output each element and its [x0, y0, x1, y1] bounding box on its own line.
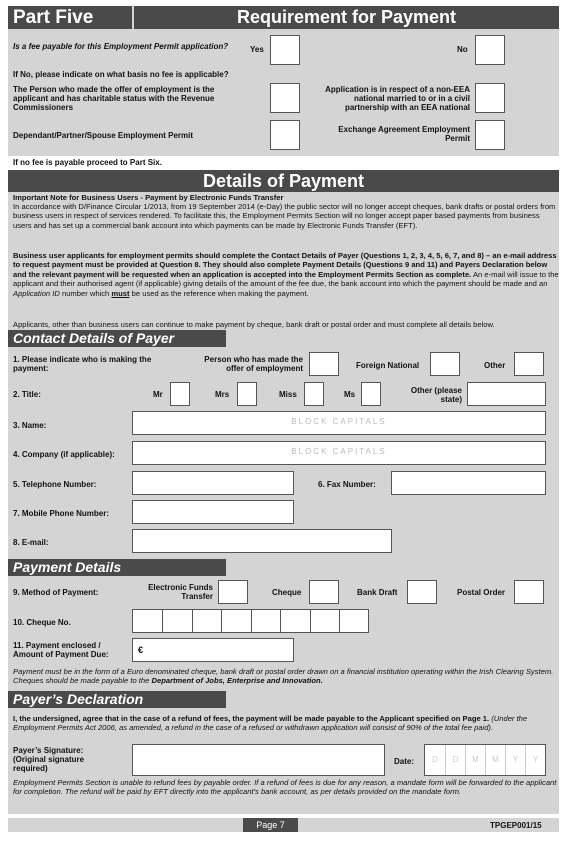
dependant-checkbox[interactable] [270, 120, 300, 150]
miss-checkbox[interactable] [304, 382, 324, 406]
eft-checkbox[interactable] [218, 580, 248, 604]
opt-non-eea-label: Application is in respect of a non-EEA national married to or in a civil partnership with an EEA national [325, 85, 470, 112]
proceed-note: If no fee is payable proceed to Part Six. [13, 158, 162, 167]
date-input[interactable] [424, 744, 546, 776]
mr-checkbox[interactable] [170, 382, 190, 406]
amount-input[interactable] [132, 638, 294, 662]
email-input[interactable] [132, 529, 392, 553]
charitable-checkbox[interactable] [270, 83, 300, 113]
business-users-text-c: be used as the reference when making the payment. [131, 288, 309, 298]
fax-input[interactable] [391, 471, 546, 495]
opt-dependant-label: Dependant/Partner/Spouse Employment Permit [13, 131, 194, 140]
declaration-header: Payer’s Declaration [8, 691, 226, 708]
company-input[interactable] [132, 441, 546, 465]
date-char: Y [525, 745, 545, 775]
telephone-input[interactable] [132, 471, 294, 495]
fee-question: Is a fee payable for this Employment Permit application? [13, 42, 229, 51]
opt-charitable-label: The Person who made the offer of employment is the applicant and has charitable status with the Revenue Commissioners [13, 85, 215, 112]
business-users-text-b: number which [61, 288, 110, 298]
q6-label: 6. Fax Number: [318, 480, 376, 489]
must-text: must [111, 288, 130, 298]
other-state-label: Other (please state) [410, 386, 462, 404]
name-input[interactable] [132, 411, 546, 435]
title-other-input[interactable] [467, 382, 546, 406]
q11-label: 11. Payment enclosed / Amount of Payment Due: [13, 641, 109, 659]
eft-label: Electronic Funds Transfer [148, 583, 213, 601]
postal-order-label: Postal Order [457, 588, 506, 597]
name-placeholder: BLOCK CAPITALS [291, 417, 387, 426]
declaration-italic: (Under the Employment Permits Act 2006, as amended, a refund in the case of a refused or withdrawn application will consist of 90% of the total fee paid). [13, 714, 528, 733]
opt-other-label: Other [484, 361, 506, 370]
page-number: Page 7 [243, 818, 298, 832]
business-users-bold: Business user applicants for employment permits should complete the Contact Details of Payer (Questions 1, 2, 3, 4, 5, 6, 7, and 8) – an e-mail address to request payment must be provided at Question 8. They should also complete Payment Details (Questions 9 and 11) and Payers Declaration below and the relevant payment will be requested when an application is accepted into the Employment Permits Section as complete. [13, 251, 557, 279]
business-users-note [13, 251, 559, 298]
signature-input[interactable] [132, 744, 385, 776]
q1-label: 1. Please indicate who is making the payment: [13, 355, 152, 373]
q5-label: 5. Telephone Number: [13, 480, 97, 489]
date-char: M [465, 745, 485, 775]
opt-exchange-label: Exchange Agreement Employment Permit [338, 125, 470, 143]
application-id-text: Application ID [13, 288, 60, 298]
payment-details-header: Payment Details [8, 559, 226, 576]
q8-label: 8. E-mail: [13, 538, 49, 547]
form-code: TPGEP001/15 [490, 821, 542, 830]
cheque-label: Cheque [272, 588, 302, 597]
payer-foreign-checkbox[interactable] [430, 352, 460, 376]
part-five-title: Requirement for Payment [134, 6, 559, 29]
department-name: Department of Jobs, Enterprise and Innovation. [151, 676, 323, 686]
cheque-checkbox[interactable] [309, 580, 339, 604]
q4-label: 4. Company (if applicable): [13, 450, 115, 459]
payment-note-text: Payment must be in the form of a Euro denominated cheque, bank draft or postal order drawn on a financial institution operating within the Irish Clearing System. Cheques should be made payable to the [13, 667, 554, 686]
yes-label: Yes [250, 45, 264, 54]
mr-label: Mr [153, 390, 163, 399]
exchange-checkbox[interactable] [475, 120, 505, 150]
postal-order-checkbox[interactable] [514, 580, 544, 604]
date-label: Date: [394, 757, 415, 766]
refund-note: Employment Permits Section is unable to refund fees by payable order. If a refund of fees is due for any reason, a mandate form will be forwarded to the applicant for completion. The refund will be paid by EFT directly into the applicant's bank account, as per details provided on the mandate form. [13, 778, 557, 797]
business-users-text-a: An e-mail will issue to the applicant and their authorised agent (if applicable) giving details of the amount of the fee due, the bank account into which the payment should be made and an [13, 269, 559, 289]
payment-note [13, 667, 559, 686]
signature-label: Payer’s Signature: (Original signature required) [13, 746, 85, 773]
q3-label: 3. Name: [13, 421, 47, 430]
opt-foreign-label: Foreign National [356, 361, 420, 370]
date-char: D [445, 745, 465, 775]
q9-label: 9. Method of Payment: [13, 588, 99, 597]
company-placeholder: BLOCK CAPITALS [291, 447, 387, 456]
q2-label: 2. Title: [13, 390, 41, 399]
date-char: D [432, 755, 438, 764]
yes-checkbox[interactable] [270, 35, 300, 65]
date-char: Y [505, 745, 525, 775]
non-eea-checkbox[interactable] [475, 83, 505, 113]
contact-details-header: Contact Details of Payer [8, 330, 226, 347]
payer-other-checkbox[interactable] [514, 352, 544, 376]
declaration-text [13, 714, 559, 733]
ms-label: Ms [344, 390, 356, 399]
details-of-payment-title: Details of Payment [8, 170, 559, 192]
eft-note-text: In accordance with D/Finance Circular 1/2013, from 19 September 2014 (e-Day) the public sector will no longer accept cheques, bank drafts or postal orders from business users in respect of services rendered. To facilitate this, the Employment Permits Section will no longer accept paper based payments from business users and has set up a commercial bank account into which payments can be made by Electronic Funds Transfer (EFT). [13, 202, 556, 230]
ms-checkbox[interactable] [361, 382, 381, 406]
cheque-no-input[interactable] [132, 609, 369, 633]
bank-draft-checkbox[interactable] [407, 580, 437, 604]
no-label: No [457, 45, 468, 54]
opt-person-label: Person who has made the offer of employment [204, 355, 303, 373]
mobile-input[interactable] [132, 500, 294, 524]
q10-label: 10. Cheque No. [13, 618, 71, 627]
applicants-note: Applicants, other than business users can continue to make payment by cheque, bank draft or postal order and must complete all details below. [13, 320, 495, 329]
bank-draft-label: Bank Draft [357, 588, 398, 597]
payer-person-checkbox[interactable] [309, 352, 339, 376]
q7-label: 7. Mobile Phone Number: [13, 509, 110, 518]
mrs-label: Mrs [215, 390, 230, 399]
if-no-label: If No, please indicate on what basis no fee is applicable? [13, 70, 229, 79]
miss-label: Miss [279, 390, 297, 399]
declaration-bold: I, the undersigned, agree that in the case of a refund of fees, the payment will be made payable to the Applicant specified on Page 1. [13, 714, 490, 723]
mrs-checkbox[interactable] [237, 382, 257, 406]
date-char: M [485, 745, 505, 775]
eft-note-heading: Important Note for Business Users - Payment by Electronic Funds Transfer [13, 193, 284, 202]
euro-symbol: € [138, 645, 144, 655]
part-label: Part Five [8, 6, 132, 29]
no-checkbox[interactable] [475, 35, 505, 65]
